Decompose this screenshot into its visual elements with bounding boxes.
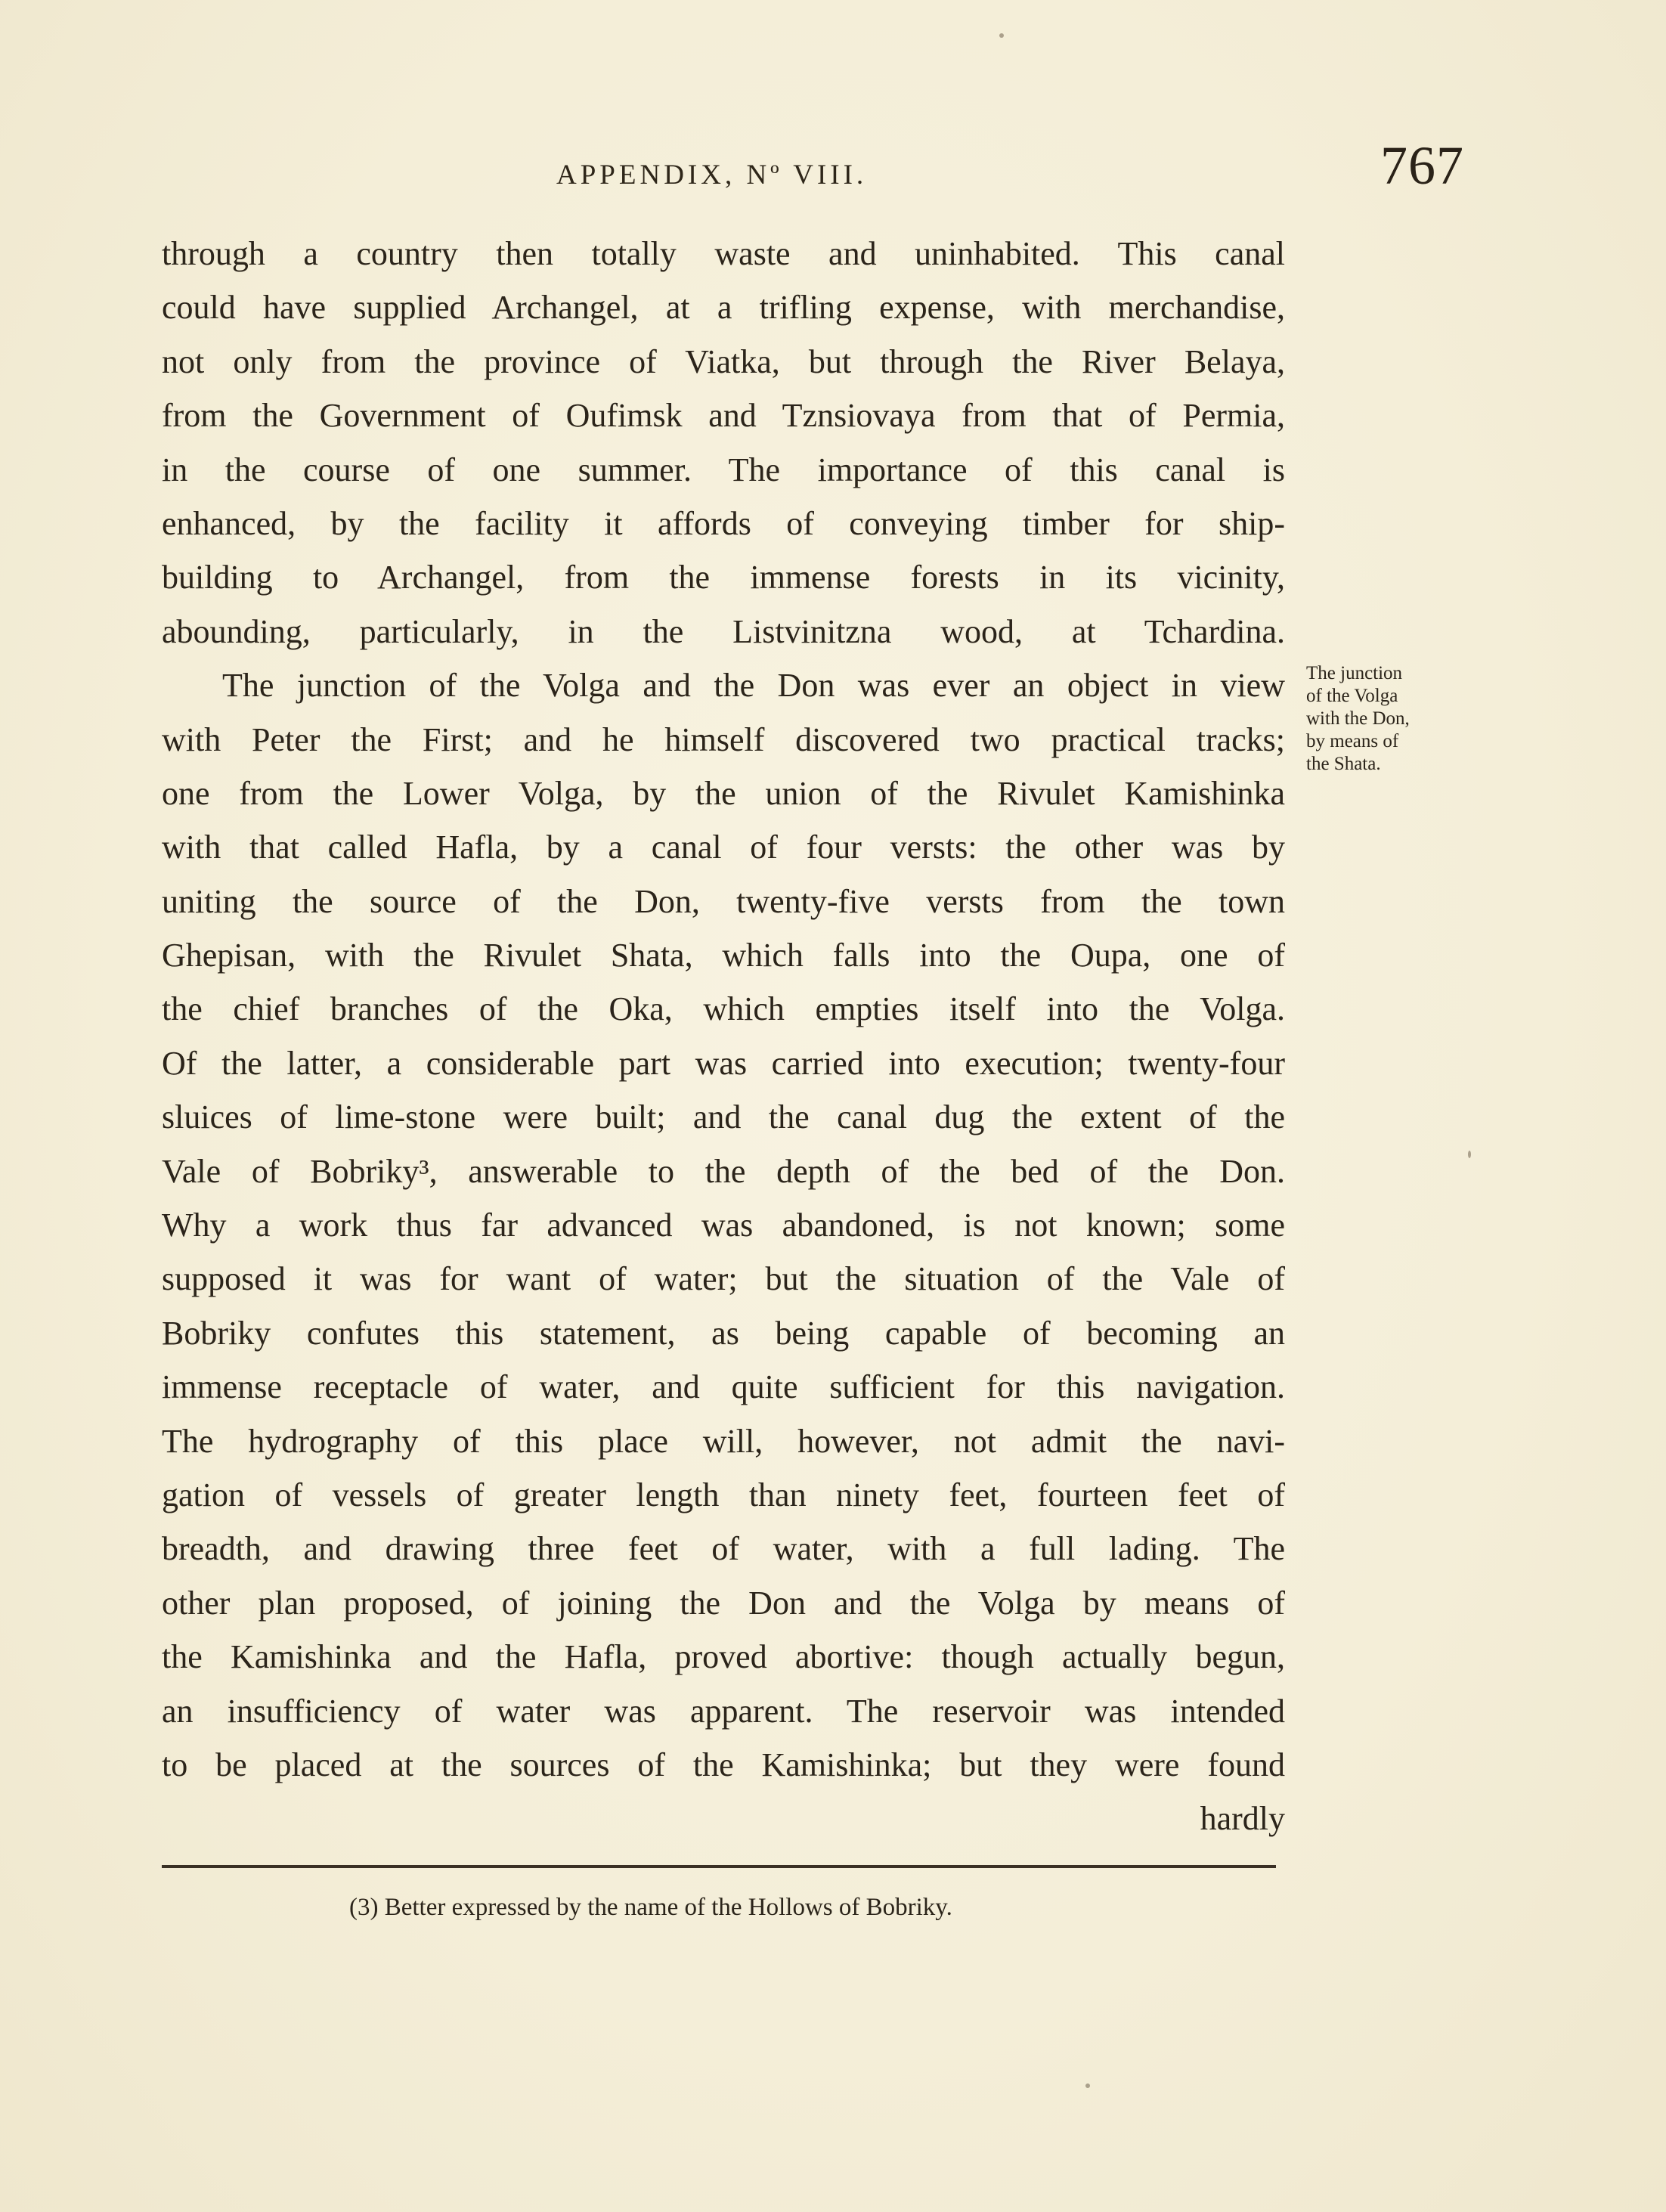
- text-line: one from the Lower Volga, by the union of the Rivulet Kamishinka: [162, 774, 1285, 812]
- text-line: Of the latter, a considerable part was carried into execution; twenty-four: [162, 1044, 1285, 1082]
- catchword: hardly: [1200, 1800, 1285, 1838]
- text-line: supposed it was for want of water; but the situation of the Vale of: [162, 1260, 1285, 1298]
- text-line: enhanced, by the facility it affords of conveying timber for ship-: [162, 504, 1285, 542]
- text-line: Bobriky confutes this statement, as being capable of becoming an: [162, 1314, 1285, 1352]
- body-text: [162, 227, 1285, 1846]
- text-line: not only from the province of Viatka, but through the River Belaya,: [162, 342, 1285, 380]
- marginal-note-line: The junction: [1306, 663, 1403, 683]
- text-line: the chief branches of the Oka, which empties itself into the Volga.: [162, 990, 1285, 1028]
- marginal-note: [1306, 662, 1480, 776]
- text-line: an insufficiency of water was apparent. The reservoir was intended: [162, 1692, 1285, 1730]
- text-line: immense receptacle of water, and quite sufficient for this navigation.: [162, 1368, 1285, 1406]
- paper-speck: [1468, 1151, 1471, 1158]
- text-line: The hydrography of this place will, however, not admit the navi-: [162, 1422, 1285, 1460]
- page-number: 767: [1380, 135, 1464, 196]
- text-line: through a country then totally waste and uninhabited. This canal: [162, 235, 1285, 272]
- marginal-note-line: by means of: [1306, 731, 1399, 751]
- text-line: the Kamishinka and the Hafla, proved abortive: though actually begun,: [162, 1638, 1285, 1676]
- text-line: breadth, and drawing three feet of water, with a full lading. The: [162, 1530, 1285, 1568]
- paper-speck: [999, 33, 1004, 38]
- marginal-note-line: with the Don,: [1306, 708, 1410, 729]
- running-head: APPENDIX, Nº VIII.: [556, 160, 868, 191]
- text-line: with that called Hafla, by a canal of four versts: the other was by: [162, 829, 1285, 866]
- text-line: to be placed at the sources of the Kamishinka; but they were found: [162, 1746, 1285, 1783]
- text-line-paragraph-start: The junction of the Volga and the Don was ever an object in view: [222, 667, 1285, 705]
- text-line: other plan proposed, of joining the Don and the Volga by means of: [162, 1584, 1285, 1622]
- text-line: gation of vessels of greater length than ninety feet, fourteen feet of: [162, 1476, 1285, 1513]
- text-line: building to Archangel, from the immense forests in its vicinity,: [162, 559, 1285, 596]
- footnote-rule: [162, 1865, 1276, 1868]
- text-line: abounding, particularly, in the Listvinitzna wood, at Tchardina.: [162, 612, 1285, 650]
- marginal-note-line: of the Volga: [1306, 686, 1398, 706]
- text-line: Why a work thus far advanced was abandoned, is not known; some: [162, 1207, 1285, 1244]
- marginal-note-line: the Shata.: [1306, 754, 1381, 774]
- text-line: could have supplied Archangel, at a trifling expense, with merchandise,: [162, 289, 1285, 327]
- text-line: with Peter the First; and he himself discovered two practical tracks;: [162, 720, 1285, 758]
- text-line: Vale of Bobriky³, answerable to the depth of the bed of the Don.: [162, 1152, 1285, 1190]
- footnote: (3) Better expressed by the name of the Hollows of Bobriky.: [349, 1894, 952, 1921]
- text-line: in the course of one summer. The importance of this canal is: [162, 451, 1285, 488]
- text-line: sluices of lime-stone were built; and the canal dug the extent of the: [162, 1098, 1285, 1136]
- text-line: Ghepisan, with the Rivulet Shata, which falls into the Oupa, one of: [162, 937, 1285, 974]
- paper-speck: [1085, 2083, 1090, 2088]
- text-line: from the Government of Oufimsk and Tznsiovaya from that of Permia,: [162, 397, 1285, 435]
- text-line: uniting the source of the Don, twenty-five versts from the town: [162, 882, 1285, 920]
